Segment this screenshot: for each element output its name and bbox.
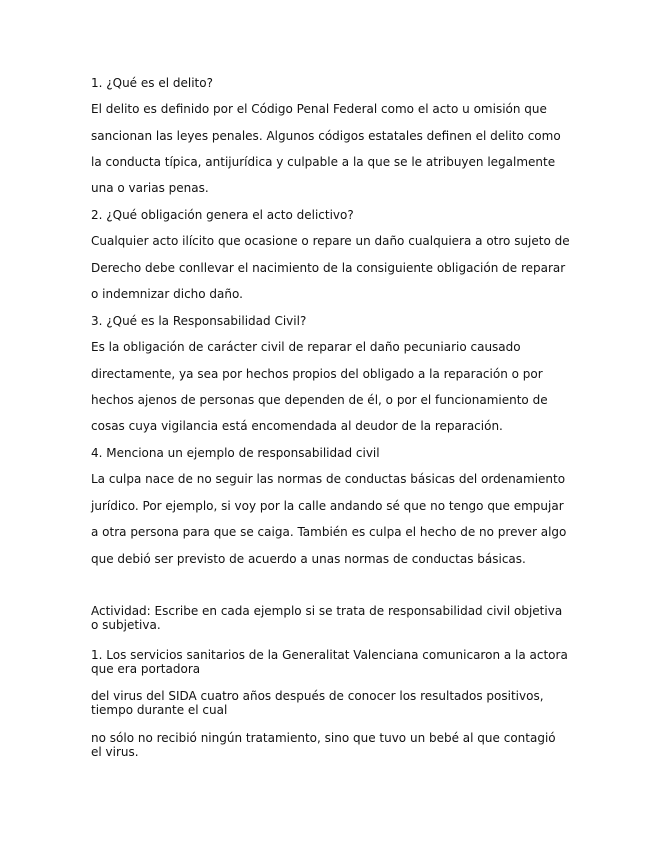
activity-paragraph-1: 1. Los servicios sanitarios de la Generalitat Valenciana comunicaron a la actora que era portadora [91, 648, 568, 676]
answer-3-line-3: hechos ajenos de personas que dependen de él, o por el funcionamiento de [91, 393, 548, 407]
answer-4-line-3: a otra persona para que se caiga. También es culpa el hecho de no prever algo [91, 525, 567, 539]
activity-paragraph-2: del virus del SIDA cuatro años después de conocer los resultados positivos, tiempo durante el cual [91, 689, 544, 717]
answer-1-line-4: una o varias penas. [91, 181, 209, 195]
answer-3-line-1: Es la obligación de carácter civil de reparar el daño pecuniario causado [91, 340, 521, 354]
question-1-heading: 1. ¿Qué es el delito? [91, 76, 213, 90]
answer-3-line-4: cosas cuya vigilancia está encomendada al deudor de la reparación. [91, 419, 503, 433]
answer-1-line-1: El delito es definido por el Código Penal Federal como el acto u omisión que [91, 102, 547, 116]
activity-paragraph-3: no sólo no recibió ningún tratamiento, sino que tuvo un bebé al que contagió el virus. [91, 731, 556, 759]
question-2-heading: 2. ¿Qué obligación genera el acto delictivo? [91, 208, 354, 222]
answer-4-line-1: La culpa nace de no seguir las normas de conductas básicas del ordenamiento [91, 472, 566, 486]
answer-1-line-3: la conducta típica, antijurídica y culpable a la que se le atribuyen legalmente [91, 155, 556, 169]
answer-2-line-1: Cualquier acto ilícito que ocasione o repare un daño cualquiera a otro sujeto de [91, 234, 570, 248]
answer-4-line-4: que debió ser previsto de acuerdo a unas normas de conductas básicas. [91, 552, 526, 566]
answer-4-line-2: jurídico. Por ejemplo, si voy por la calle andando sé que no tengo que empujar [91, 499, 564, 513]
answer-2-line-3: o indemnizar dicho daño. [91, 287, 243, 301]
question-4-heading: 4. Menciona un ejemplo de responsabilidad civil [91, 446, 380, 460]
answer-3-line-2: directamente, ya sea por hechos propios del obligado a la reparación o por [91, 367, 543, 381]
question-3-heading: 3. ¿Qué es la Responsabilidad Civil? [91, 314, 307, 328]
activity-instruction: Actividad: Escribe en cada ejemplo si se trata de responsabilidad civil objetiva o subjetiva. [91, 604, 563, 632]
answer-1-line-2: sancionan las leyes penales. Algunos códigos estatales definen el delito como [91, 129, 561, 143]
answer-2-line-2: Derecho debe conllevar el nacimiento de la consiguiente obligación de reparar [91, 261, 566, 275]
